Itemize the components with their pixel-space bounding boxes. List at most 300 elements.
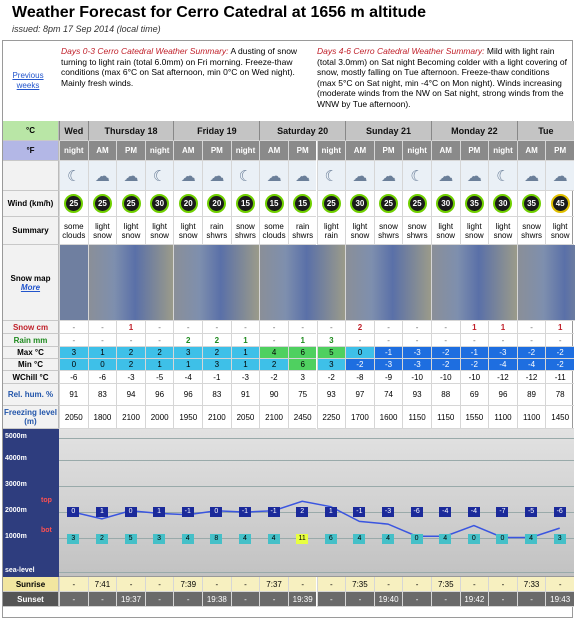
summary-cell: snow shwrs [231,217,260,245]
summary-cell: light snow [116,217,145,245]
top-lift-temp: -3 [382,507,394,517]
cloud-icon: ☁ [180,167,196,185]
sunrise-cell: 7:35 [431,577,460,592]
min-temp-cell: -2 [345,359,374,371]
wind-arrow-icon: 25 [408,194,427,213]
humidity-label: Rel. hum. % [3,384,59,406]
wind-arrow-icon: 30 [150,194,169,213]
max-temp-cell: 2 [116,347,145,359]
top-lift-temp: 0 [125,507,137,517]
period-14: PM [460,141,489,161]
wind-arrow-icon: 25 [93,194,112,213]
freezing-level-line [73,501,559,537]
day-header-4: Sunday 21 [345,121,431,141]
rain-cell: - [345,334,374,347]
wind-cell [460,191,489,217]
wind-arrow-icon: 30 [350,194,369,213]
sunrise-cell: 7:39 [173,577,202,592]
max-temp-cell: -3 [488,347,517,359]
bottom-lift-temp: 4 [382,534,394,544]
celsius-unit-toggle[interactable]: °C [3,121,59,141]
cloud-icon: ☁ [552,167,568,185]
period-12: night [402,141,431,161]
humidity-cell: 89 [517,384,546,406]
rain-cell: - [145,334,174,347]
humidity-cell: 96 [173,384,202,406]
sunrise-label: Sunrise [3,577,59,592]
humidity-cell: 90 [259,384,288,406]
humidity-cell: 94 [116,384,145,406]
wind-cell [402,191,431,217]
bottom-lift-temp: 4 [239,534,251,544]
period-6: night [231,141,260,161]
moon-cloud-icon: ☾ [67,167,81,185]
snow-cell: - [402,321,431,334]
wind-cell [231,191,260,217]
period-7: AM [259,141,288,161]
min-temp-cell: -2 [545,359,574,371]
wind-chill-cell: -2 [317,371,346,384]
humidity-cell: 74 [374,384,403,406]
cloud-icon: ☁ [123,167,139,185]
summary-right-heading: Days 4-6 Cerro Catedral Weather Summary: [317,46,485,56]
weather-icon-cell [59,161,88,191]
sunrise-cell: - [288,577,317,592]
max-temp-cell: -2 [545,347,574,359]
humidity-cell: 96 [145,384,174,406]
top-lift-temp: 1 [153,507,165,517]
max-temp-cell: 2 [145,347,174,359]
weather-icon-cell [145,161,174,191]
sunset-cell: - [317,592,346,607]
min-temp-cell: 1 [231,359,260,371]
period-row [3,141,574,161]
top-lift-temp: -6 [554,507,566,517]
summary-left-text: A dusting of snow turning to light rain (total 6.0mm) on Fri morning. Freeze-thaw conditions (max 6°C on Sat afternoon, min 0°C on Wed night). Mainly fresh winds. [61,46,298,88]
wind-chill-cell: 3 [288,371,317,384]
humidity-cell: 83 [202,384,231,406]
sunrise-cell: - [488,577,517,592]
previous-weeks-link[interactable]: Previous weeks [12,71,44,90]
min-temp-cell: 2 [116,359,145,371]
freezing-level-cell: 2100 [202,406,231,429]
wind-chill-cell: -6 [88,371,117,384]
weather-icon-cell [317,161,346,191]
weather-icon-cell [545,161,574,191]
humidity-cell: 91 [231,384,260,406]
freezing-level-cell: 2000 [145,406,174,429]
freezing-level-cell: 1100 [488,406,517,429]
snow-cell: - [173,321,202,334]
sunrise-cell: - [116,577,145,592]
snow-map-image[interactable] [431,245,517,321]
wind-row [3,191,574,217]
day-header-row [3,121,574,141]
freezing-level-label: Freezing level (m) [3,406,59,429]
summary-days-0-3 [57,44,307,118]
summary-cell: rain shwrs [202,217,231,245]
top-lift-temp: -4 [439,507,451,517]
wind-cell [145,191,174,217]
min-temp-cell: 0 [88,359,117,371]
max-temp-cell: 3 [59,347,88,359]
summary-cell: light snow [460,217,489,245]
wind-arrow-icon: 25 [64,194,83,213]
wind-chill-row [3,371,574,384]
day-header-2: Friday 19 [173,121,259,141]
sunset-cell: - [517,592,546,607]
weather-icon-cell [202,161,231,191]
snow-map-image[interactable] [88,245,174,321]
altitude-label: 2000m [5,507,27,514]
max-temp-cell: 5 [317,347,346,359]
sunset-cell: - [488,592,517,607]
freezing-level-cell: 1800 [88,406,117,429]
top-lift-temp: -1 [182,507,194,517]
sunrise-cell: - [202,577,231,592]
summary-cell: snow shwrs [374,217,403,245]
moon-cloud-icon: ☾ [410,167,424,185]
cloud-icon: ☁ [381,167,397,185]
summary-cell: light snow [145,217,174,245]
freezing-level-cell: 2100 [116,406,145,429]
humidity-cell: 97 [345,384,374,406]
max-temp-cell: 2 [202,347,231,359]
humidity-cell: 75 [288,384,317,406]
bottom-lift-temp: 4 [182,534,194,544]
sunset-cell: - [173,592,202,607]
max-temp-cell: 6 [288,347,317,359]
weather-icon-cell [288,161,317,191]
summary-cell: light snow [488,217,517,245]
wind-cell [488,191,517,217]
wind-chill-label: WChill °C [3,371,59,384]
day-header-0: Wed [59,121,88,141]
wind-cell [116,191,145,217]
chart-axis-labels [3,429,59,577]
sunset-cell: - [88,592,117,607]
max-temp-cell: 3 [173,347,202,359]
rain-cell: - [59,334,88,347]
wind-cell [374,191,403,217]
bottom-lift-temp: 3 [153,534,165,544]
snow-map-row [3,245,574,321]
min-temp-cell: 3 [202,359,231,371]
wind-cell [259,191,288,217]
humidity-cell: 78 [545,384,574,406]
sunset-cell: 19:38 [202,592,231,607]
cloud-icon: ☁ [209,167,225,185]
summary-row [3,217,574,245]
wind-chill-cell: -2 [259,371,288,384]
snow-map-image [59,245,88,321]
rain-cell: - [460,334,489,347]
sunrise-row [3,577,574,592]
day-header-6: Tue [517,121,574,141]
period-9: night [317,141,346,161]
wind-cell [431,191,460,217]
snow-map-image[interactable] [517,245,575,321]
freezing-level-cell: 2450 [288,406,317,429]
wind-arrow-icon: 35 [522,194,541,213]
wind-arrow-icon: 15 [265,194,284,213]
max-temp-cell: -3 [402,347,431,359]
top-lift-label: top [41,497,52,504]
forecast-table [2,40,573,618]
wind-chill-cell: -1 [202,371,231,384]
weather-icon-cell [345,161,374,191]
sunset-cell: - [145,592,174,607]
snow-cell: 1 [488,321,517,334]
sunset-cell: - [402,592,431,607]
wind-cell [517,191,546,217]
max-temp-cell: -1 [374,347,403,359]
freezing-level-cell: 2100 [259,406,288,429]
min-temp-cell: 1 [145,359,174,371]
wind-chill-cell: -5 [145,371,174,384]
bottom-lift-temp: 6 [325,534,337,544]
min-temp-cell: -3 [402,359,431,371]
snow-map-image[interactable] [345,245,431,321]
summary-cell: light snow [345,217,374,245]
sunrise-cell: - [317,577,346,592]
summary-cell: light snow [545,217,574,245]
summary-cell: snow shwrs [517,217,546,245]
freezing-level-cell: 1700 [345,406,374,429]
bottom-lift-temp: 0 [411,534,423,544]
wind-cell [545,191,574,217]
cloud-icon: ☁ [295,167,311,185]
freezing-level-cell: 1450 [545,406,574,429]
humidity-row [3,384,574,406]
weather-icon-row [3,161,574,191]
rain-cell: - [88,334,117,347]
weather-icon-cell [402,161,431,191]
wind-arrow-icon: 20 [207,194,226,213]
sunset-cell: 19:43 [545,592,574,607]
snow-cell: - [59,321,88,334]
sunset-row [3,592,574,607]
rain-cell: - [431,334,460,347]
snow-cell: 1 [460,321,489,334]
wind-chill-cell: -4 [173,371,202,384]
moon-cloud-icon: ☾ [238,167,253,185]
period-16: AM [517,141,546,161]
wind-cell [88,191,117,217]
period-11: PM [374,141,403,161]
period-8: PM [288,141,317,161]
humidity-cell: 69 [460,384,489,406]
top-lift-temp: -1 [268,507,280,517]
weather-icon-cell [173,161,202,191]
min-temp-cell: 0 [59,359,88,371]
snow-cell: - [517,321,546,334]
bottom-lift-temp: 0 [468,534,480,544]
bottom-lift-temp: 11 [296,534,308,544]
rain-cell: 1 [288,334,317,347]
weather-icon-cell [517,161,546,191]
max-temp-cell: -2 [431,347,460,359]
freezing-level-cell: 1950 [173,406,202,429]
wind-arrow-icon: 25 [379,194,398,213]
snow-cell: - [202,321,231,334]
summary-cell: light snow [88,217,117,245]
humidity-cell: 88 [431,384,460,406]
max-temp-cell: -1 [460,347,489,359]
summary-cell: light rain [317,217,346,245]
min-temp-cell: -2 [431,359,460,371]
snow-cell: 1 [545,321,574,334]
rain-label: Rain mm [3,334,59,347]
wind-cell [317,191,346,217]
freezing-level-cell: 1550 [460,406,489,429]
min-temp-label: Min °C [3,359,59,371]
rain-cell: 3 [317,334,346,347]
min-temp-cell: 6 [288,359,317,371]
wind-arrow-icon: 25 [122,194,141,213]
snow-map-image[interactable] [173,245,259,321]
wind-arrow-icon: 25 [322,194,341,213]
weather-icon-label [3,161,59,191]
weather-icon-cell [431,161,460,191]
altitude-label: 5000m [5,433,27,440]
min-temp-cell: -4 [488,359,517,371]
weather-icon-cell [488,161,517,191]
day-header-5: Monday 22 [431,121,517,141]
wind-chill-cell: -12 [517,371,546,384]
snow-map-title: Snow map [10,273,51,283]
weather-icon-cell [88,161,117,191]
humidity-cell: 83 [88,384,117,406]
rain-cell: - [517,334,546,347]
rain-cell: 1 [231,334,260,347]
snow-map-image[interactable] [259,245,345,321]
snow-cell: - [317,321,346,334]
sunrise-cell: 7:33 [517,577,546,592]
top-lift-temp: 2 [296,507,308,517]
weather-icon-cell [374,161,403,191]
humidity-cell: 91 [59,384,88,406]
period-1: AM [88,141,117,161]
wind-chill-cell: -3 [116,371,145,384]
wind-chill-cell: -10 [402,371,431,384]
sunset-cell: - [59,592,88,607]
wind-chill-cell: -8 [345,371,374,384]
rain-cell: - [116,334,145,347]
rain-cell: - [259,334,288,347]
wind-arrow-icon: 20 [179,194,198,213]
snow-map-more-link[interactable]: More [20,282,41,292]
bottom-lift-temp: 3 [554,534,566,544]
top-lift-temp: -7 [496,507,508,517]
period-17: PM [545,141,574,161]
bottom-lift-temp: 4 [353,534,365,544]
bottom-lift-temp: 2 [96,534,108,544]
wind-chill-cell: -10 [460,371,489,384]
max-temp-cell: 1 [231,347,260,359]
moon-cloud-icon: ☾ [152,167,167,185]
cloud-icon: ☁ [94,167,110,185]
wind-arrow-icon: 15 [293,194,312,213]
humidity-cell: 93 [402,384,431,406]
snow-cell: - [145,321,174,334]
snow-cell: 1 [116,321,145,334]
snow-label: Snow cm [3,321,59,334]
min-temp-cell: -4 [517,359,546,371]
wind-cell [59,191,88,217]
rain-row [3,334,574,347]
max-temp-cell: 0 [345,347,374,359]
sunrise-cell: - [402,577,431,592]
bottom-lift-temp: 4 [268,534,280,544]
sunrise-cell: - [145,577,174,592]
wind-label: Wind (km/h) [3,191,59,217]
cloud-icon: ☁ [352,167,368,185]
summary-cell: some clouds [259,217,288,245]
freezing-level-cell: 2250 [317,406,346,429]
snow-cell: - [288,321,317,334]
summary-cell: snow shwrs [402,217,431,245]
top-lift-temp: -5 [525,507,537,517]
top-lift-temp: -1 [239,507,251,517]
summary-cell: rain shwrs [288,217,317,245]
min-temp-cell: 1 [173,359,202,371]
period-10: AM [345,141,374,161]
bottom-lift-temp: 3 [67,534,79,544]
period-0: night [59,141,88,161]
cloud-icon: ☁ [524,167,540,185]
snow-cell: - [259,321,288,334]
humidity-cell: 96 [488,384,517,406]
snow-cell: - [374,321,403,334]
rain-cell: - [374,334,403,347]
weather-icon-cell [116,161,145,191]
fahrenheit-unit-toggle[interactable]: °F [3,141,59,161]
summary-cell: some clouds [59,217,88,245]
sunset-label: Sunset [3,592,59,607]
moon-cloud-icon: ☾ [324,167,339,185]
wind-chill-cell: -11 [545,371,574,384]
sunset-cell: 19:42 [460,592,489,607]
cloud-icon: ☁ [266,167,282,185]
altitude-label: 1000m [5,533,27,540]
max-temp-row [3,347,574,359]
period-15: night [488,141,517,161]
sunrise-cell: - [545,577,574,592]
freezing-level-cell: 1150 [431,406,460,429]
max-temp-cell: -2 [517,347,546,359]
wind-cell [288,191,317,217]
freezing-level-cell: 1100 [517,406,546,429]
period-2: PM [116,141,145,161]
wind-chill-cell: -9 [374,371,403,384]
wind-arrow-icon: 15 [236,194,255,213]
freezing-level-line-chart [59,429,574,577]
snow-cell: 2 [345,321,374,334]
wind-chill-cell: -6 [59,371,88,384]
sunrise-cell: - [231,577,260,592]
sunset-cell: - [259,592,288,607]
period-4: AM [173,141,202,161]
wind-arrow-icon: 45 [551,194,570,213]
freezing-level-cell: 1150 [402,406,431,429]
top-lift-temp: -6 [411,507,423,517]
bottom-lift-temp: 5 [125,534,137,544]
min-temp-row [3,359,574,371]
summary-cell: light snow [173,217,202,245]
min-temp-cell: 3 [317,359,346,371]
sunrise-cell: 7:35 [345,577,374,592]
